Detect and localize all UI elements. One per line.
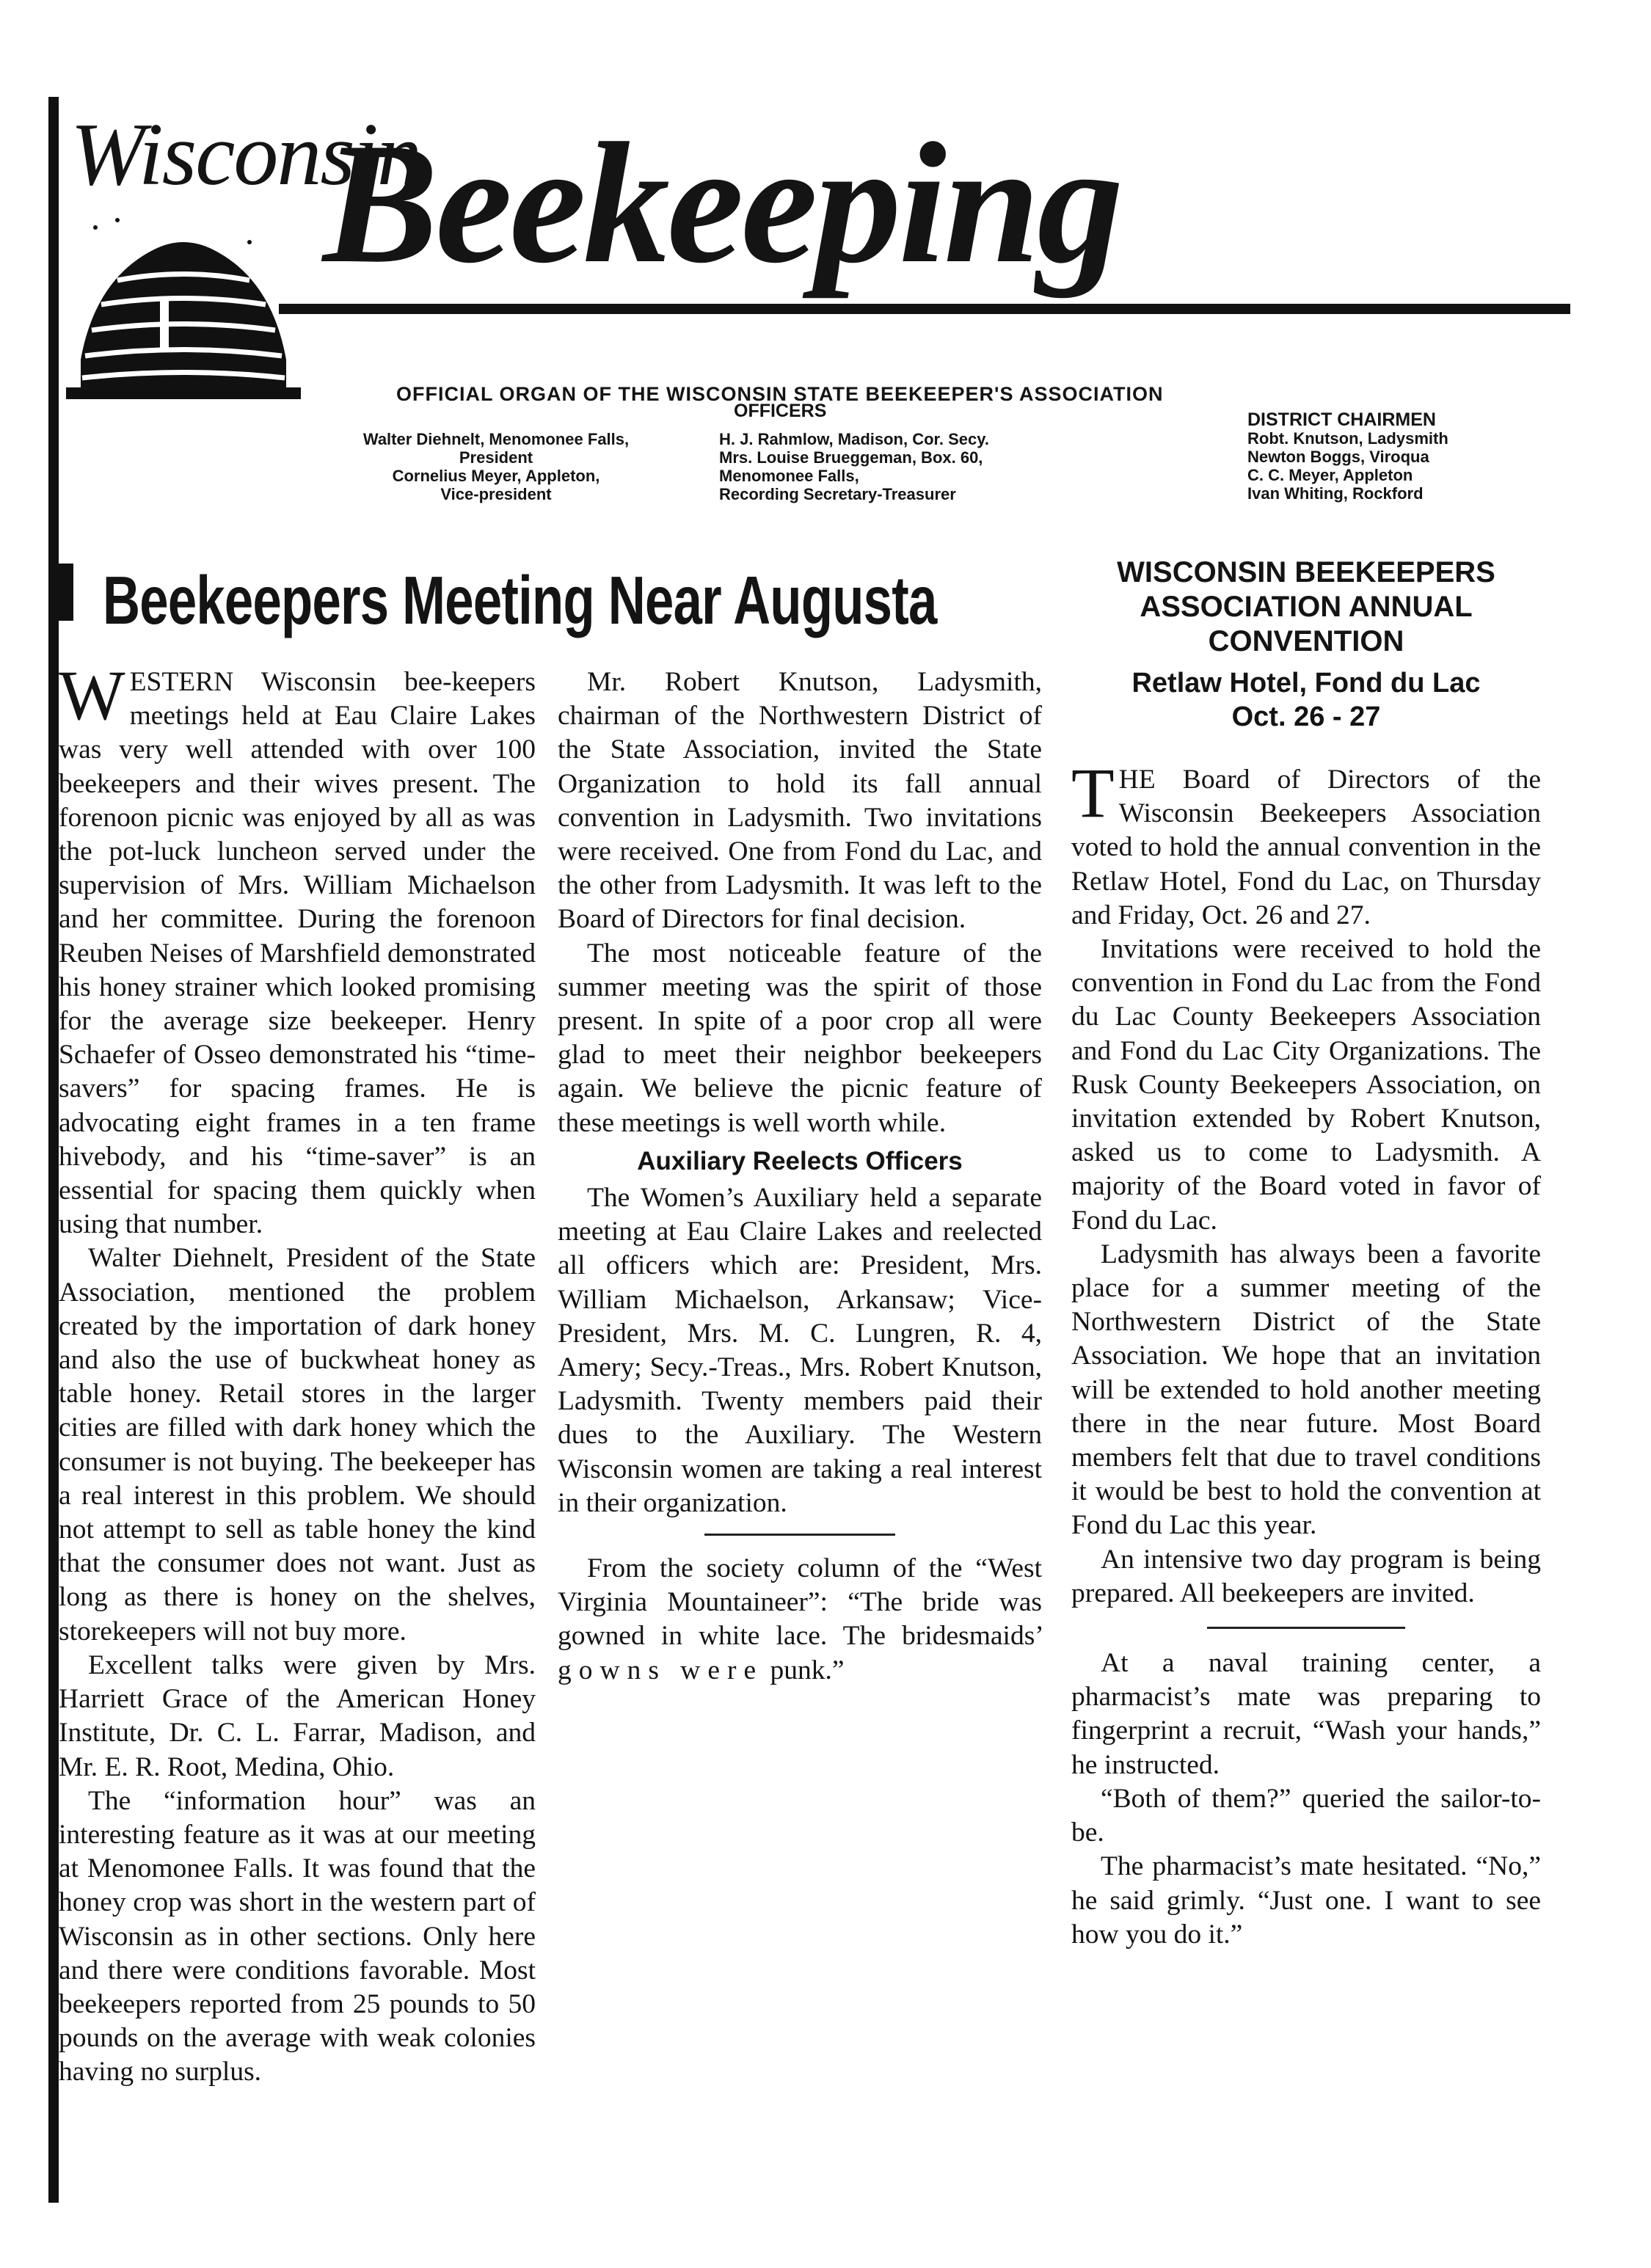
beehive-icon	[66, 198, 301, 418]
article-paragraph: Walter Diehnelt, President of the State Association, mentioned the problem created by the importation of dark honey and also the use of buckwheat honey as table honey. Retail stores in the larger cities are filled with dark honey which the consumer is not buying. The beekeeper has a real interest in this problem. We should not attempt to sell as table honey the kind that the consumer does not want. Just as long as there is honey on the shelves, storekeepers will not buy more.	[59, 1243, 536, 1647]
article-paragraph	[1071, 754, 1541, 933]
society-filler	[558, 1552, 1042, 1688]
convention-headline: WISCONSIN BEEKEEPERS ASSOCIATION ANNUAL CONVENTION	[1117, 556, 1495, 657]
district-chairmen-block	[1247, 411, 1541, 503]
officer-line: Cornelius Meyer, Appleton,	[392, 467, 600, 485]
officer-line: Vice-president	[440, 485, 552, 503]
article-paragraph: The most noticeable feature of the summer meeting was the spirit of those present. In spite of a poor crop all were glad to meet their neighbor beekeepers again. We believe the picnic feature of these meetings is well worth while.	[558, 938, 1042, 1138]
paragraph-text: HE Board of Directors of the Wisconsin Beekeepers Association voted to hold the annual convention in the Retlaw Hotel, Fond du Lac, on Thursday and Friday, Oct. 26 and 27.	[1071, 765, 1541, 930]
left-margin-rule	[48, 97, 59, 2203]
article-paragraph: An intensive two day program is being prepared. All beekeepers are invited.	[1071, 1544, 1541, 1608]
officers-heading: OFFICERS	[734, 401, 827, 421]
auxiliary-heading: Auxiliary Reelects Officers	[637, 1146, 963, 1175]
officer-line: Mrs. Louise Brueggeman, Box. 60,	[719, 448, 983, 467]
officers-left-block	[305, 430, 687, 503]
naval-filler-paragraph: At a naval training center, a pharmacist’s mate was preparing to fingerprint a recruit, “Wash your hands,” he instructed.	[1071, 1648, 1541, 1780]
article-paragraph: Mr. Robert Knutson, Ladysmith, chairman of the Northwestern District of the State Association, invited the State Organization to hold its fall annual convention in Ladysmith. Two invitations were received. One from Fond du Lac, and the other from Ladysmith. It was left to the Board of Directors for final decision.	[558, 667, 1042, 935]
column-divider	[1207, 1627, 1405, 1629]
column-1	[59, 656, 536, 2090]
convention-place	[1071, 666, 1541, 734]
paragraph-text: ESTERN Wisconsin bee-keepers meetings held at Eau Claire Lakes was very well attended with over 100 beekeepers and their wives present. The forenoon picnic was enjoyed by all as was the pot-luck luncheon served under the supervision of Mrs. William Michaelson and her committee. During the forenoon Reuben Neises of Marshfield demonstrated his honey strainer which looked promising for the average size beekeeper. Henry Schaefer of Osseo demonstrated his “time-savers” for spacing frames. He is advocating eight frames in a ten frame hivebody, and his “time-saver” is an essential for spacing them quickly when using that number.	[59, 667, 536, 1240]
column-3	[1071, 754, 1541, 1952]
filler-text: punk.”	[770, 1655, 845, 1685]
officer-line: Recording Secretary-Treasurer	[719, 485, 956, 503]
district-chairmen-heading: DISTRICT CHAIRMEN	[1247, 409, 1436, 430]
filler-text-spaced: gowns were	[558, 1655, 764, 1685]
convention-dates: Oct. 26 - 27	[1231, 701, 1381, 732]
officer-line: Walter Diehnelt, Menomonee Falls,	[362, 430, 630, 448]
district-chairman-line: C. C. Meyer, Appleton	[1247, 466, 1413, 484]
headline-marker	[59, 564, 73, 621]
article-paragraph: The Women’s Auxiliary held a separate meeting at Eau Claire Lakes and reelected all officers which are: President, Mrs. William Michaelson, Arkansaw; Vice-President, Mrs. M. C. Lungren, R. 4, Amery; Secy.-Treas., Mrs. Robert Knutson, Ladysmith. Twenty members paid their dues to the Auxiliary. The Western Wisconsin women are taking a real interest in their organization.	[558, 1183, 1042, 1518]
main-headline: Beekeepers Meeting Near Augusta	[103, 562, 937, 638]
article-paragraph: The “information hour” was an interesting feature as it was at our meeting at Menomonee Falls. It was found that the honey crop was short in the western part of Wisconsin as in other sections. Only here and there were conditions favorable. Most beekeepers reported from 25 pounds to 50 pounds on the average with weak colonies having no surplus.	[59, 1785, 536, 2087]
officer-line: Menomonee Falls,	[719, 467, 859, 485]
column-2	[558, 666, 1042, 1688]
filler-text: From the society column of the “West Virginia Mountaineer”: “The bride was gowned in white lace. The bridesmaids’	[558, 1553, 1042, 1652]
district-chairman-line: Newton Boggs, Viroqua	[1247, 448, 1429, 466]
drop-cap: T	[1071, 754, 1115, 832]
officer-line: President	[459, 448, 533, 467]
masthead-title-main: Beekeeping	[323, 108, 1121, 299]
officers-mid-block	[719, 430, 1115, 503]
column-divider	[704, 1534, 895, 1536]
convention-hotel: Retlaw Hotel, Fond du Lac	[1131, 668, 1481, 699]
article-paragraph: Invitations were received to hold the convention in Fond du Lac from the Fond du Lac County Beekeepers Association and Fond du Lac City Organizations. The Rusk County Beekeepers Association, on invitation extended by Robert Knutson, asked us to come to Ladysmith. A majority of the Board voted in favor of Fond du Lac.	[1071, 934, 1541, 1236]
article-paragraph: Ladysmith has always been a favorite place for a summer meeting of the Northwestern District of the State Association. We hope that an invitation will be extended to hold another meeting there in the near future. Most Board members felt that due to travel conditions it would be best to hold the convention at Fond du Lac this year.	[1071, 1239, 1541, 1541]
officer-line: H. J. Rahmlow, Madison, Cor. Secy.	[719, 430, 989, 448]
margin-mark	[48, 2143, 56, 2194]
masthead-rule	[279, 304, 1570, 314]
district-chairman-line: Ivan Whiting, Rockford	[1247, 484, 1424, 503]
masthead-title-script: Wisconsin	[70, 105, 420, 204]
district-chairman-line: Robt. Knutson, Ladysmith	[1247, 429, 1448, 448]
naval-filler-paragraph: The pharmacist’s mate hesitated. “No,” he said grimly. “Just one. I want to see how you do it.”	[1071, 1851, 1541, 1950]
article-paragraph	[59, 656, 536, 1241]
naval-filler-paragraph: “Both of them?” queried the sailor-to-be.	[1071, 1783, 1541, 1848]
drop-cap: W	[59, 656, 125, 734]
official-organ-line: OFFICIAL ORGAN OF THE WISCONSIN STATE BEEKEEPER'S ASSOCIATION	[396, 383, 1164, 405]
article-paragraph: Excellent talks were given by Mrs. Harriett Grace of the American Honey Institute, Dr. C. L. Farrar, Madison, and Mr. E. R. Root, Medina, Ohio.	[59, 1649, 536, 1782]
